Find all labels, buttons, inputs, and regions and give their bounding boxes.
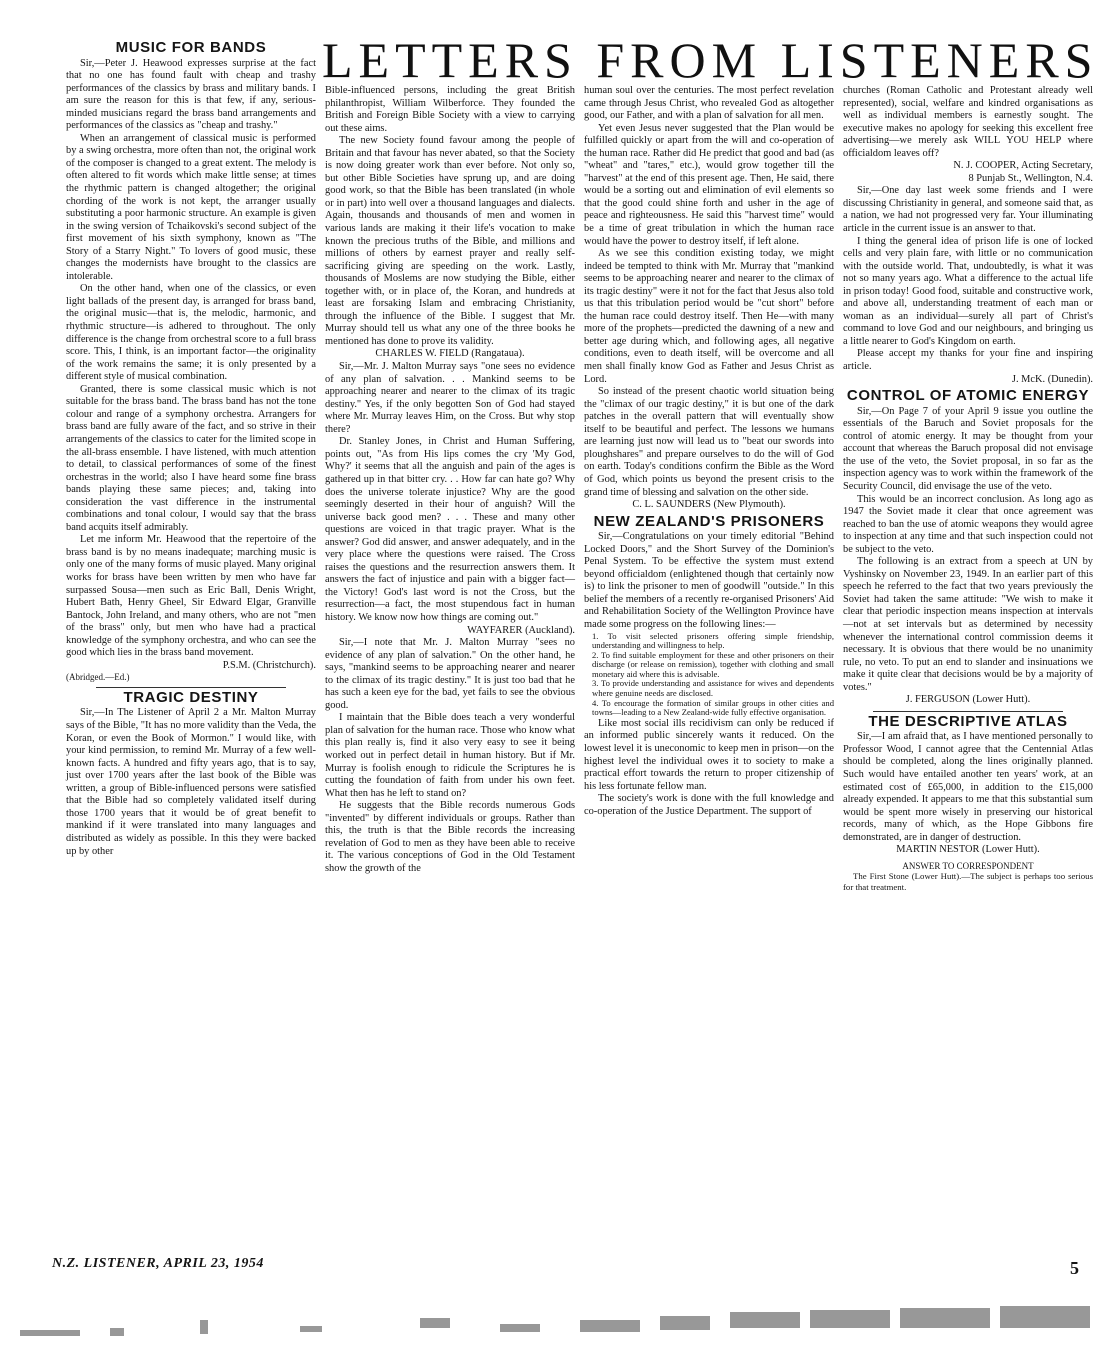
scan-noise bbox=[0, 1290, 1114, 1348]
paragraph: He suggests that the Bible records numerous Gods "invented" by different individuals or groups. Rather than this, the truth is that the Bible records the increasing revelation of God to men as they have been able to receive it. The various conceptions of God in the Old Testament show the growth of the bbox=[325, 800, 575, 874]
list-item: 4. To encourage the formation of similar groups in other cities and towns—leading to a New Zealand-wide fully effective organisation. bbox=[592, 697, 834, 718]
signature: CHARLES W. FIELD (Rangataua). bbox=[375, 348, 525, 360]
answer-heading: ANSWER TO CORRESPONDENT bbox=[902, 860, 1034, 871]
paragraph: Sir,—I note that Mr. J. Malton Murray "sees no evidence of any plan of salvation." On the other hand, he says, "mankind seems to be approaching nearer and nearer to the climax of its tragic destiny." It is just too bad that he has such a keen eye for the bad, yet fails to see the obvious good. bbox=[325, 637, 575, 711]
paragraph: As we see this condition existing today, we might indeed be tempted to think with Mr. Murray that "mankind seems to be approaching nearer and nearer to the climax of its tragic destiny" were it not for the fact that Jesus also told us that this tribulation period would be "cut short" before the human race could destroy itself. Then He—with many more of the prophets—predicted the dawning of a new and better age during which, and following ages, all negative conditions, even to death itself, will be overcome and all men shall finally know God as Father and Jesus Christ as Lord. bbox=[584, 248, 834, 385]
heading-tragic-destiny: TRAGIC DESTINY bbox=[123, 688, 259, 706]
paragraph: Please accept my thanks for your fine and inspiring article. bbox=[843, 348, 1093, 373]
divider bbox=[873, 711, 1063, 712]
paragraph: The following is an extract from a speech at UN by Vyshinsky on November 23, 1949. In an earlier part of this speech he referred to the fact that two years previously the Soviet had taken the same attitude: "We wish to make it clear that periodic inspection means inspection at intervals—not at set intervals but as determined by necessity whenever the international control commission deems it necessary. It is obvious that there would be no unanimity rule, no veto. To put an end to slander and insinuations we make it quite clear that decisions would be by a majority of votes." bbox=[843, 556, 1093, 693]
masthead: LETTERS FROM LISTENERS bbox=[322, 32, 1099, 88]
heading-music-for-bands: MUSIC FOR BANDS bbox=[115, 39, 267, 56]
list-item: 1. To visit selected prisoners offering simple friendship, understanding and willingness to help. bbox=[592, 630, 834, 651]
column-1 bbox=[66, 38, 316, 858]
signature: P.S.M. (Christchurch). bbox=[222, 659, 316, 671]
paragraph: Yet even Jesus never suggested that the Plan would be fulfilled quickly or apart from the will and co-operation of the human race. Rather did He predict that good and bad (as "wheat" and "tares," etc.), would grow together till the "harvest" at the end of this present age. Then, He said, there would be a sorting out and elimination of evil elements so that the good could shine forth and usher in the age of peace and righteousness. He said this "harvest time" would be a time of great tribulation in which the human race would have the power to destroy itself, if left alone. bbox=[584, 122, 834, 247]
paragraph: Sir,—In The Listener of April 2 a Mr. Malton Murray says of the Bible, "It has no more validity than the Veda, the Koran, or even the Book of Mormon." I would like, with your kind permission, to remind Mr. Murray of a few well-known facts. A hundred and fifty years ago, that is to say, just over 1700 years after the last book of the Bible was written, a group of Bible-influenced persons were satisfied that the Bible had so completely validated itself during those 1700 years that it would be of great benefit to mankind if it were translated into many languages and distributed as widely as possible. In this they were backed up by other bbox=[66, 707, 316, 857]
paragraph: Granted, there is some classical music which is not suitable for the brass band. The brass band has not the tone colour and range of a symphony orchestra. Arrangers for brass band are fully aware of the fact, and so strive in their arrangements of the classics to cater for the limited scope in the all-brass ensemble. I have listened, with much attention to detail, to classical performances of some of the finest orchestras in the world; also I have heard some fine brass bands playing these same pieces; and, taking into consideration the vast difference in the instrumental combinations and tonal colour, I would say that the brass band acquits itself admirably. bbox=[66, 383, 316, 533]
paragraph: human soul over the centuries. The most perfect revelation came through Jesus Christ, who revealed God as altogether good, our Father, and with a plan of salvation for all men. bbox=[584, 85, 834, 122]
signature: J. McK. (Dunedin). bbox=[1011, 373, 1093, 385]
paragraph: Sir,—I am afraid that, as I have mentioned personally to Professor Wood, I cannot agree that the Centennial Atlas should be completed, along the lines originally planned. Such would have entailed another ten years' work, at an estimated cost of £65,000, in addition to the £15,000 already expended. It appears to me that this substantial sum would be spent more wisely in preserving our historical records, many of which, as the Hope Gibbons fire demonstrated, are in danger of destruction. bbox=[843, 731, 1093, 843]
paragraph: Sir,—One day last week some friends and I were discussing Christianity in general, and someone said that, as a nation, we had not progressed very far. Your illuminating article in the current issue is an answer to that. bbox=[843, 185, 1093, 235]
footer-publication-date: N.Z. LISTENER, APRIL 23, 1954 bbox=[52, 1256, 264, 1271]
page-number: 5 bbox=[1070, 1258, 1079, 1278]
paragraph: So instead of the present chaotic world situation being the "climax of our tragic destiny," it is but one of the dark patches in the overall pattern that will eventually show itself to be beautiful and perfect. The lessons we humans are learning just now will lead us to "beat our swords into ploughshares" and prepare ourselves to do the will of God on earth. Today's conditions confirm the Bible as the Word of God, which points us beyond the present crisis to the grand time of blessing and salvation on the other side. bbox=[584, 386, 834, 498]
paragraph: Sir,—On Page 7 of your April 9 issue you outline the essentials of the Baruch and Soviet proposals for the control of atomic energy. It may be thought from your account that whereas the Baruch proposal did not envisage the use of the veto, the Soviet proposal, in so far as the inspection agency was to work within the framework of the Security Council, did envisage the use of the veto. bbox=[843, 405, 1093, 492]
paragraph: I maintain that the Bible does teach a very wonderful plan of salvation for the human race. Those who know what this plan really is, find it also very easy to see it being worked out in perfect detail in human history. But if Mr. Murray is foolish enough to ridicule the Scriptures he is cutting the foundation of faith from under his own feet. What then has he left to stand on? bbox=[325, 712, 575, 799]
paragraph: Sir,—Congratulations on your timely editorial "Behind Locked Doors," and the Short Survey of the Dominion's Penal System. To be effective the system must extend beyond officialdom (enlightened though that certainly now is) to link the prisoner to men of goodwill "outside." In this belief the members of a recently re-organised Prisoners' Aid and Rehabilitation Society of the Wellington Province have made some progress on the following lines:— bbox=[584, 531, 834, 630]
column-2 bbox=[325, 85, 575, 875]
signature: N. J. COOPER, Acting Secretary, bbox=[953, 160, 1093, 172]
signature: WAYFARER (Auckland). bbox=[467, 624, 575, 636]
paragraph: When an arrangement of classical music is performed by a swing orchestra, more often than not, the original work of the composer is changed to a great extent. The melody is often altered to fit words which make little sense; at times the rhythmic pattern is changed altogether; the original chording of the work is not kept, the arranger usually substituting a poor harmonic structure. An example is given in the swing version of Tchaikovski's second subject of the first movement of his sixth symphony, known as "The Story of a Starry Night." To lovers of good music, these changes the modernists have brought to the classics are intolerable. bbox=[66, 132, 316, 282]
paragraph: The society's work is done with the full knowledge and co-operation of the Justice Department. The support of bbox=[584, 793, 834, 817]
signature-address: 8 Punjab St., Wellington, N.4. bbox=[968, 172, 1093, 184]
list bbox=[584, 632, 834, 718]
paragraph: Let me inform Mr. Heawood that the repertoire of the brass band is by no means inadequate; marching music is only one of the many forms of music played. Many original works for brass have been written by men who have far surpassed Sousa—men such as Eric Ball, Denis Wright, Hubert Bath, Henry Gheel, Sir Edward Elgar, Granville Bantock, John Ireland, and many others, who are not "men of the brass" only, but men who have had a practical knowledge of the symphony orchestra, and who can see the good which lies in the brass band movement. bbox=[66, 534, 316, 659]
paragraph: Sir,—Peter J. Heawood expresses surprise at the fact that no one has found fault with cheap and trashy performances of the classics by brass and military bands. I am sure the reason for this is that few, if any, serious-minded musicians regard the brass band arrangements and performances of the classics as "cheap and trashy." bbox=[66, 57, 316, 132]
paragraph: churches (Roman Catholic and Protestant already well represented), social, welfare and kindred organisations as well as individual members is earnestly sought. The executive makes no apology for seeking this excellent free advertising—we merely ask WILL YOU HELP where officialdom leaves off? bbox=[843, 85, 1093, 159]
heading-descriptive-atlas: THE DESCRIPTIVE ATLAS bbox=[868, 712, 1068, 730]
heading-atomic-energy: CONTROL OF ATOMIC ENERGY bbox=[846, 387, 1090, 405]
column-4 bbox=[843, 85, 1093, 892]
paragraph: Sir,—Mr. J. Malton Murray says "one sees no evidence of any plan of salvation. . . Mankind seems to be approaching nearer and nearer to the climax of its tragic destiny." Yes, if the only begotten Son of God had stayed where Mr. Murray leaves Him, on the Cross. But why stop there? bbox=[325, 361, 575, 435]
list-item: 2. To find suitable employment for these and other prisoners on their discharge (or release on remission), together with clothing and small monetary aid where this is advisable. bbox=[592, 649, 834, 679]
heading-nz-prisoners: NEW ZEALAND'S PRISONERS bbox=[593, 512, 825, 530]
signature: J. FERGUSON (Lower Hutt). bbox=[905, 694, 1031, 706]
paragraph: The new Society found favour among the people of Britain and that favour has never abated, so that the Society is now doing greater work than ever before. Not only so, but other Bible Societies have sprung up, and are doing good work, so that the Bible has been translated (in whole or in part) into well over a thousand languages and dialects. Again, thousands and thousands of men and women in various lands are making it their life's vocation to make known the precious truths of the Bible, and millions and millions of others by earnest prayer and really self-sacrificing giving are speeding on the work. Lastly, thousands of Moslems are now studying the Bible, either together with, or in place of, the Koran, and hundreds at least are forsaking Islam and embracing Christianity, through the influence of the Bible. I suggest that Mr. Murray should tell us what any one of the three books he mentioned has done to prove its validity. bbox=[325, 135, 575, 347]
signature: C. L. SAUNDERS (New Plymouth). bbox=[632, 499, 786, 511]
paragraph: On the other hand, when one of the classics, or even light ballads of the present day, is arranged for brass band, the original music—that is, the melodic, harmonic, and rhythmic structure—is adhered to throughout. The only difference is the change from orchestral score to a full brass score. This, I think, is an important factor—the originality of the work remains the same; it is only presented by a different style of musical combination. bbox=[66, 283, 316, 383]
divider bbox=[96, 687, 286, 688]
editor-note: (Abridged.—Ed.) bbox=[66, 672, 130, 683]
answer-text: The First Stone (Lower Hutt).—The subject is perhaps too serious for that treatment. bbox=[843, 871, 1093, 892]
paragraph: I thing the general idea of prison life is one of locked cells and very plain fare, with little or no communication with the outside world. That, undoubtedly, is what it was not so many years ago. What a difference to the actual life in prison today! Good food, suitable and constructive work, and above all, understanding treatment of each man or woman as an individual—surely all part of Christ's command to love God and our neighbours, and bringing us a little nearer to God's Kingdom on earth. bbox=[843, 235, 1093, 347]
paragraph: This would be an incorrect conclusion. As long ago as 1947 the Soviet made it clear that once agreement was reached to ban the use of atomic weapons they would agree to inspection at any time and that such inspection could not be subject to the veto. bbox=[843, 493, 1093, 555]
list-item: 3. To provide understanding and assistance for wives and dependents where genuine needs are disclosed. bbox=[592, 678, 834, 699]
column-3 bbox=[584, 85, 834, 818]
paragraph: Bible-influenced persons, including the great British philanthropist, William Wilberforce. They founded the British and Foreign Bible Society with a view to carrying out these aims. bbox=[325, 85, 575, 134]
paragraph: Dr. Stanley Jones, in Christ and Human Suffering, points out, "As from His lips comes the cry 'My God, Why?' it seems that all the anguish and pain of the ages is gathered up in that bitter cry. . . How far can hate go? Why does the universe tolerate injustice? Why are the good seemingly deserted in their hour of anguish? Will the universe back good men? . . . These and many other questions are voiced in that tragic prayer. What is the answer? God did answer, and answer adequately, and in the very place where the questions were raised. The Cross raises the questions and the resurrection answers them. It answers the fact of injustice and pain with a bigger fact—the Victory! God's last word is not the Cross, but the resurrection—a fact, the most stupendous fact in human history. We know now how things are coming out." bbox=[325, 436, 575, 623]
paragraph: Like most social ills recidivism can only be reduced if an informed public sincerely wants it reduced. On the lowest level it is uneconomic to keep men in prison—on the highest level the individual owes it to society to make a practical effort towards the return to proper citizenship of his less fortunate fellow man. bbox=[584, 717, 834, 792]
signature: MARTIN NESTOR (Lower Hutt). bbox=[896, 844, 1040, 856]
